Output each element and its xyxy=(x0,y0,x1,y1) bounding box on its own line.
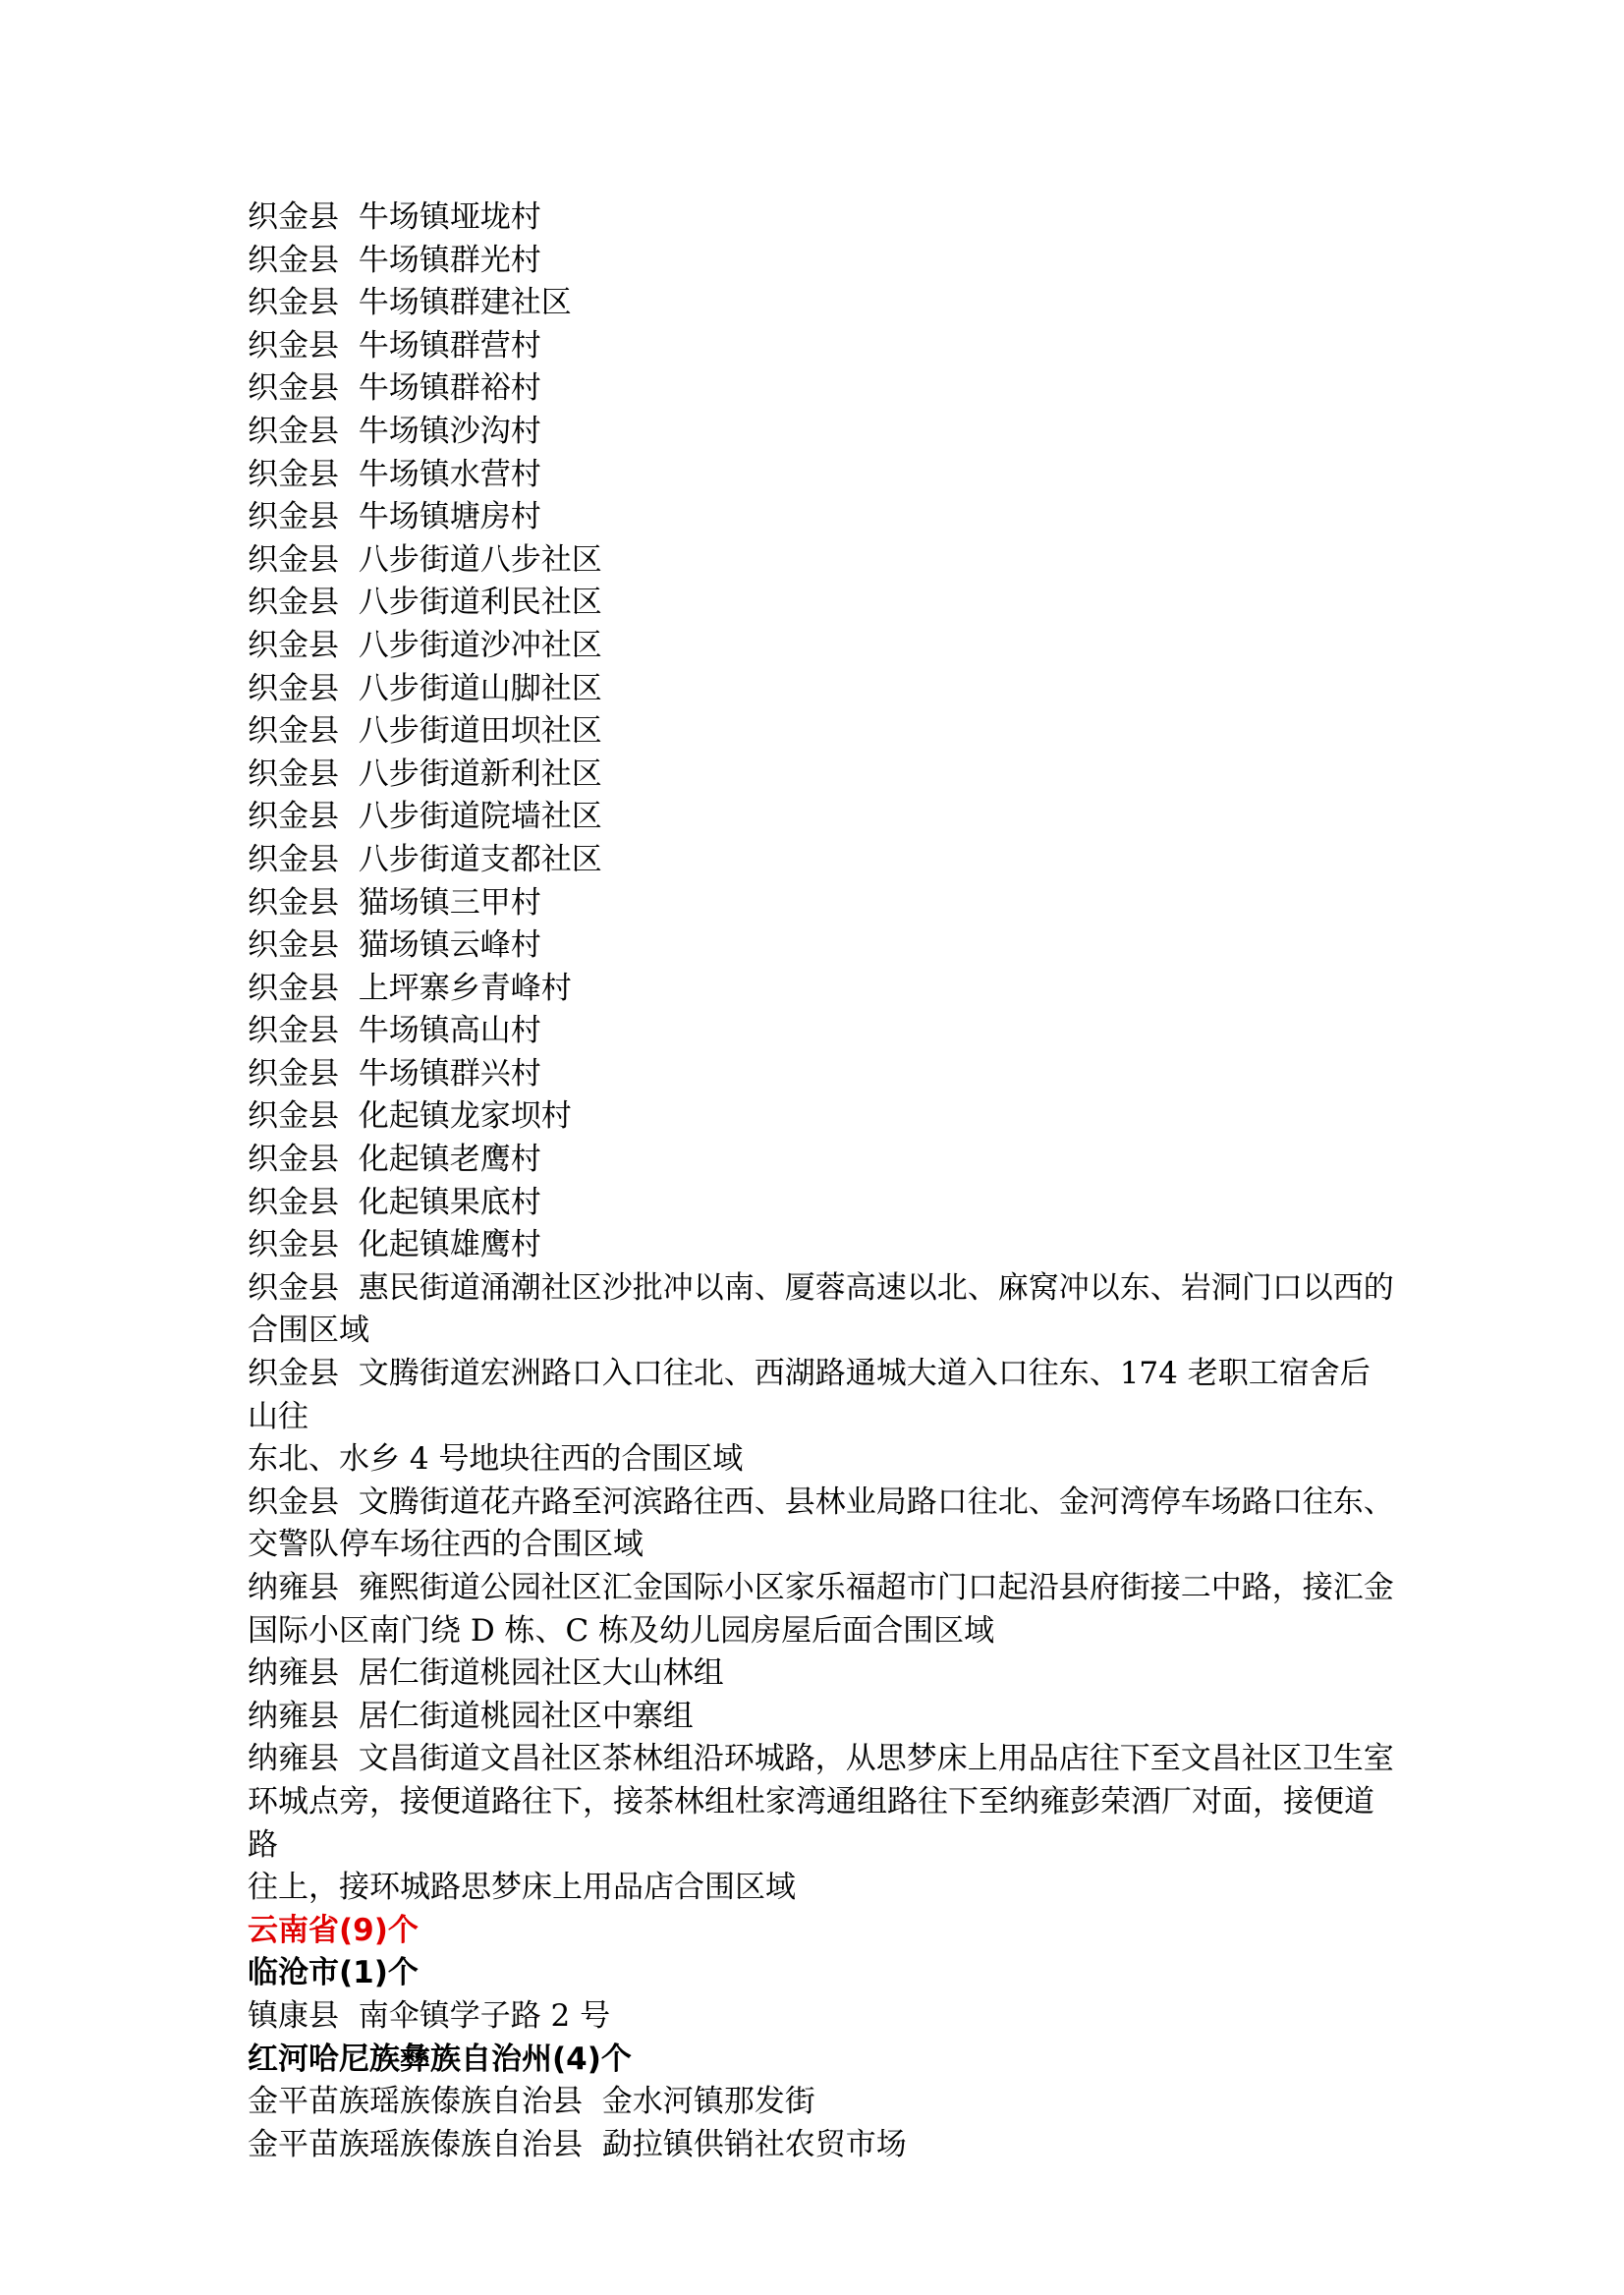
area-entry: 织金县 文腾街道宏洲路口入口往北、西湖路通城大道入口往东、174 老职工宿舍后山往 xyxy=(248,1356,1371,1434)
area-entry: 织金县 牛场镇群兴村 xyxy=(248,1055,541,1092)
area-entry: 织金县 八步街道利民社区 xyxy=(248,585,602,621)
area-entry: 纳雍县 居仁街道桃园社区中寨组 xyxy=(248,1698,694,1734)
area-entry: 东北、水乡 4 号地块往西的合围区域 xyxy=(248,1441,744,1478)
area-entry: 织金县 八步街道院墙社区 xyxy=(248,799,602,835)
area-entry: 织金县 八步街道新利社区 xyxy=(248,756,602,792)
area-entry: 往上，接环城路思梦床上用品店合围区域 xyxy=(248,1870,796,1906)
area-entry: 金平苗族瑶族傣族自治县 金水河镇那发街 xyxy=(248,2084,815,2120)
area-entry: 纳雍县 居仁街道桃园社区大山林组 xyxy=(248,1655,724,1692)
area-entry: 织金县 牛场镇沙沟村 xyxy=(248,413,541,449)
area-entry: 织金县 八步街道山脚社区 xyxy=(248,670,602,706)
area-entry: 织金县 牛场镇群光村 xyxy=(248,242,541,278)
area-entry: 织金县 牛场镇群营村 xyxy=(248,327,541,364)
area-entry: 织金县 八步街道支都社区 xyxy=(248,841,602,877)
area-entry: 织金县 八步街道八步社区 xyxy=(248,541,602,578)
area-entry: 织金县 猫场镇云峰村 xyxy=(248,927,541,964)
area-entry: 交警队停车场往西的合围区域 xyxy=(248,1527,644,1563)
area-entry: 金平苗族瑶族傣族自治县 勐拉镇供销社农贸市场 xyxy=(248,2126,907,2162)
city-heading: 红河哈尼族彝族自治州(4)个 xyxy=(248,2041,632,2077)
area-entry: 织金县 牛场镇垭垅村 xyxy=(248,199,541,235)
area-entry: 织金县 牛场镇群建社区 xyxy=(248,285,572,321)
area-entry: 织金县 文腾街道花卉路至河滨路往西、县林业局路口往北、金河湾停车场路口往东、 xyxy=(248,1483,1394,1520)
area-entry: 纳雍县 文昌街道文昌社区茶林组沿环城路，从思梦床上用品店往下至文昌社区卫生室 xyxy=(248,1741,1394,1777)
area-entry: 镇康县 南伞镇学子路 2 号 xyxy=(248,1997,611,2034)
area-entry: 合围区域 xyxy=(248,1313,369,1349)
area-entry: 织金县 猫场镇三甲村 xyxy=(248,884,541,921)
area-entry: 纳雍县 雍熙街道公园社区汇金国际小区家乐福超市门口起沿县府街接二中路，接汇金 xyxy=(248,1570,1394,1605)
area-entry: 织金县 惠民街道涌潮社区沙批冲以南、厦蓉高速以北、麻窝冲以东、岩洞门口以西的 xyxy=(248,1269,1394,1306)
area-entry: 织金县 牛场镇塘房村 xyxy=(248,499,541,535)
area-entry: 织金县 八步街道田坝社区 xyxy=(248,713,602,750)
document-page xyxy=(248,196,1397,2166)
area-entry: 织金县 上坪寨乡青峰村 xyxy=(248,970,572,1006)
area-entry: 织金县 八步街道沙冲社区 xyxy=(248,627,602,663)
city-heading: 临沧市(1)个 xyxy=(248,1955,419,1991)
area-entry: 织金县 牛场镇水营村 xyxy=(248,456,541,492)
province-heading: 云南省(9)个 xyxy=(248,1912,419,1948)
area-entry: 环城点旁，接便道路往下，接茶林组杜家湾通组路往下至纳雍彭荣酒厂对面，接便道路 xyxy=(248,1783,1374,1863)
area-entry: 织金县 化起镇果底村 xyxy=(248,1184,541,1220)
area-entry: 织金县 化起镇龙家坝村 xyxy=(248,1098,572,1135)
area-entry: 织金县 牛场镇高山村 xyxy=(248,1013,541,1049)
area-entry: 织金县 化起镇雄鹰村 xyxy=(248,1227,541,1263)
area-entry: 织金县 化起镇老鹰村 xyxy=(248,1142,541,1178)
area-entry: 织金县 牛场镇群裕村 xyxy=(248,370,541,407)
area-entry: 国际小区南门绕 D 栋、C 栋及幼儿园房屋后面合围区域 xyxy=(248,1612,995,1649)
